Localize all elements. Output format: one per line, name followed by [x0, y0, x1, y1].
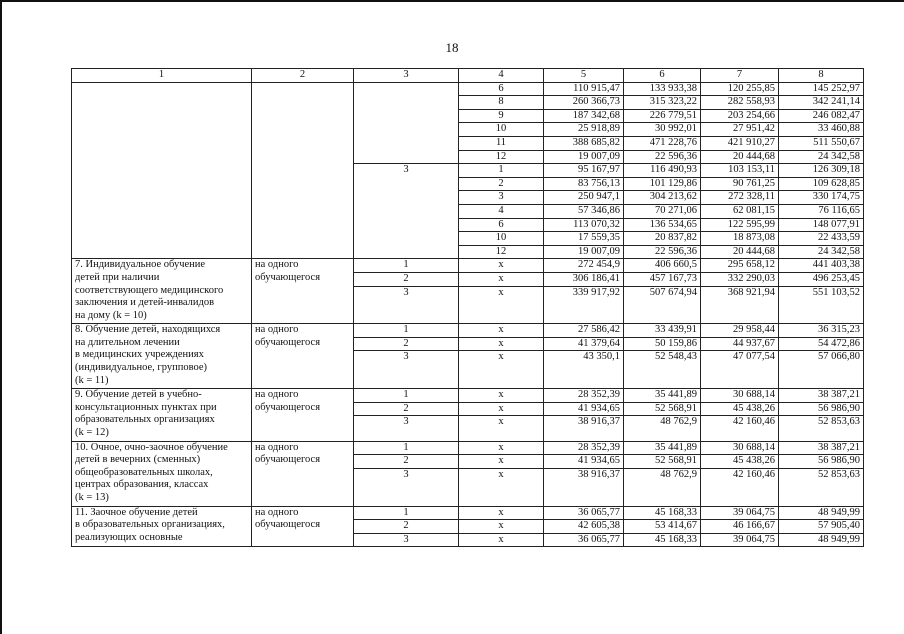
- subgroup-cell: 9: [459, 109, 544, 123]
- value-cell: 33 460,88: [779, 123, 864, 137]
- value-cell: 22 596,36: [624, 245, 701, 259]
- section-name-cell-line: (k = 13): [75, 492, 109, 504]
- subgroup-cell: х: [459, 455, 544, 469]
- table-row: [72, 259, 864, 273]
- header-cell: 7: [701, 69, 779, 83]
- group-cell: 2: [354, 455, 459, 469]
- value-cell: 42 160,46: [701, 416, 779, 441]
- header-cell: 3: [354, 69, 459, 83]
- value-cell: 44 937,67: [701, 337, 779, 351]
- value-cell: 457 167,73: [624, 272, 701, 286]
- value-cell: 145 252,97: [779, 82, 864, 96]
- section-name-cell-line: 9. Обучение детей в учебно-: [75, 389, 202, 401]
- section-name-cell-line: (k = 12): [75, 427, 109, 439]
- value-cell: 52 853,63: [779, 416, 864, 441]
- value-cell: 35 441,89: [624, 389, 701, 403]
- subgroup-cell: х: [459, 272, 544, 286]
- group-cell: 2: [354, 272, 459, 286]
- value-cell: 22 433,59: [779, 232, 864, 246]
- section-name-cell: [72, 441, 252, 506]
- value-cell: 22 596,36: [624, 150, 701, 164]
- value-cell: 29 958,44: [701, 324, 779, 338]
- header-cell: 6: [624, 69, 701, 83]
- value-cell: 471 228,76: [624, 136, 701, 150]
- value-cell: 272 454,9: [544, 259, 624, 273]
- group-cell: 3: [354, 533, 459, 547]
- section-name-cell-line: соответствующего медицинского: [75, 284, 224, 296]
- value-cell: 62 081,15: [701, 204, 779, 218]
- value-cell: 48 762,9: [624, 468, 701, 506]
- group-cell: 3: [354, 351, 459, 389]
- value-cell: 54 472,86: [779, 337, 864, 351]
- unit-cell-line: на одного: [255, 441, 299, 453]
- unit-cell-line: обучающегося: [255, 401, 321, 413]
- unit-cell-line: на одного: [255, 389, 299, 401]
- subgroup-cell: х: [459, 389, 544, 403]
- value-cell: 304 213,62: [624, 191, 701, 205]
- value-cell: 83 756,13: [544, 177, 624, 191]
- value-cell: 20 837,82: [624, 232, 701, 246]
- value-cell: 45 168,33: [624, 506, 701, 520]
- header-cell: 1: [72, 69, 252, 83]
- table-row: [72, 389, 864, 403]
- value-cell: 47 077,54: [701, 351, 779, 389]
- subgroup-cell: х: [459, 506, 544, 520]
- subgroup-cell: х: [459, 259, 544, 273]
- unit-cell: [252, 259, 354, 324]
- value-cell: 36 315,23: [779, 324, 864, 338]
- value-cell: 282 558,93: [701, 96, 779, 110]
- group-cell: 3: [354, 468, 459, 506]
- value-cell: 45 438,26: [701, 455, 779, 469]
- value-cell: 38 916,37: [544, 416, 624, 441]
- blank-unit-cell: [252, 82, 354, 259]
- value-cell: 50 159,86: [624, 337, 701, 351]
- unit-cell-line: на одного: [255, 506, 299, 518]
- unit-cell-line: обучающегося: [255, 454, 321, 466]
- value-cell: 57 346,86: [544, 204, 624, 218]
- section-name-cell-line: центрах образования, классах: [75, 479, 209, 491]
- value-cell: 122 595,99: [701, 218, 779, 232]
- value-cell: 95 167,97: [544, 164, 624, 178]
- section-name-cell-line: общеобразовательных школах,: [75, 466, 213, 478]
- subgroup-cell: х: [459, 533, 544, 547]
- subgroup-cell: х: [459, 286, 544, 324]
- table-row: [72, 324, 864, 338]
- value-cell: 20 444,68: [701, 245, 779, 259]
- value-cell: 421 910,27: [701, 136, 779, 150]
- subgroup-cell: х: [459, 324, 544, 338]
- value-cell: 41 934,65: [544, 402, 624, 416]
- section-name-cell-line: 7. Индивидуальное обучение: [75, 259, 206, 271]
- value-cell: 36 065,77: [544, 533, 624, 547]
- subgroup-cell: х: [459, 520, 544, 534]
- value-cell: 28 352,39: [544, 441, 624, 455]
- section-name-cell-line: образовательных организациях: [75, 414, 215, 426]
- value-cell: 53 414,67: [624, 520, 701, 534]
- value-cell: 148 077,91: [779, 218, 864, 232]
- section-name-cell-line: детей в вечерних (сменных): [75, 454, 201, 466]
- value-cell: 388 685,82: [544, 136, 624, 150]
- section-name-cell-line: 10. Очное, очно-заочное обучение: [75, 441, 228, 453]
- blank-group-cell: [354, 82, 459, 164]
- section-name-cell-line: консультационных пунктах при: [75, 401, 217, 413]
- subgroup-cell: 12: [459, 245, 544, 259]
- value-cell: 56 986,90: [779, 455, 864, 469]
- value-cell: 339 917,92: [544, 286, 624, 324]
- group-cell: 2: [354, 520, 459, 534]
- value-cell: 52 548,43: [624, 351, 701, 389]
- group-cell: 1: [354, 441, 459, 455]
- value-cell: 41 379,64: [544, 337, 624, 351]
- value-cell: 48 762,9: [624, 416, 701, 441]
- value-cell: 332 290,03: [701, 272, 779, 286]
- value-cell: 39 064,75: [701, 533, 779, 547]
- value-cell: 42 160,46: [701, 468, 779, 506]
- value-cell: 295 658,12: [701, 259, 779, 273]
- table-row: [72, 82, 864, 96]
- subgroup-cell: х: [459, 351, 544, 389]
- value-cell: 406 660,5: [624, 259, 701, 273]
- value-cell: 48 949,99: [779, 506, 864, 520]
- section-name-cell-line: на дому (k = 10): [75, 309, 147, 321]
- section-name-cell-line: (k = 11): [75, 374, 109, 386]
- section-name-cell-line: 11. Заочное обучение детей: [75, 506, 198, 518]
- value-cell: 101 129,86: [624, 177, 701, 191]
- value-cell: 43 350,1: [544, 351, 624, 389]
- value-cell: 70 271,06: [624, 204, 701, 218]
- value-cell: 17 559,35: [544, 232, 624, 246]
- subgroup-cell: 12: [459, 150, 544, 164]
- value-cell: 203 254,66: [701, 109, 779, 123]
- subgroup-cell: 1: [459, 164, 544, 178]
- value-cell: 246 082,47: [779, 109, 864, 123]
- unit-cell: [252, 324, 354, 389]
- section-name-cell-line: 8. Обучение детей, находящихся: [75, 324, 221, 336]
- header-cell: 5: [544, 69, 624, 83]
- subgroup-cell: 10: [459, 123, 544, 137]
- group-cell: 1: [354, 259, 459, 273]
- section-name-cell: [72, 389, 252, 441]
- value-cell: 120 255,85: [701, 82, 779, 96]
- value-cell: 272 328,11: [701, 191, 779, 205]
- group-cell: 1: [354, 389, 459, 403]
- subgroup-cell: 10: [459, 232, 544, 246]
- subgroup-cell: 4: [459, 204, 544, 218]
- tariff-table: [71, 68, 864, 547]
- unit-cell-line: на одного: [255, 324, 299, 336]
- section-name-cell: [72, 506, 252, 547]
- unit-cell: [252, 506, 354, 547]
- value-cell: 368 921,94: [701, 286, 779, 324]
- value-cell: 24 342,58: [779, 245, 864, 259]
- subgroup-cell: 6: [459, 218, 544, 232]
- value-cell: 35 441,89: [624, 441, 701, 455]
- group-cell: 1: [354, 324, 459, 338]
- subgroup-cell: 6: [459, 82, 544, 96]
- value-cell: 103 153,11: [701, 164, 779, 178]
- value-cell: 36 065,77: [544, 506, 624, 520]
- page-edge-top: [0, 0, 904, 2]
- header-cell: 8: [779, 69, 864, 83]
- value-cell: 110 915,47: [544, 82, 624, 96]
- subgroup-cell: х: [459, 337, 544, 351]
- value-cell: 39 064,75: [701, 506, 779, 520]
- value-cell: 126 309,18: [779, 164, 864, 178]
- section-name-cell-line: в медицинских учреждениях: [75, 349, 204, 361]
- value-cell: 30 688,14: [701, 441, 779, 455]
- value-cell: 507 674,94: [624, 286, 701, 324]
- group-cell: 3: [354, 416, 459, 441]
- value-cell: 260 366,73: [544, 96, 624, 110]
- value-cell: 511 550,67: [779, 136, 864, 150]
- value-cell: 57 066,80: [779, 351, 864, 389]
- subgroup-cell: 2: [459, 177, 544, 191]
- value-cell: 52 853,63: [779, 468, 864, 506]
- value-cell: 56 986,90: [779, 402, 864, 416]
- unit-cell-line: обучающегося: [255, 336, 321, 348]
- value-cell: 30 992,01: [624, 123, 701, 137]
- value-cell: 38 387,21: [779, 389, 864, 403]
- value-cell: 38 916,37: [544, 468, 624, 506]
- value-cell: 133 933,38: [624, 82, 701, 96]
- value-cell: 315 323,22: [624, 96, 701, 110]
- value-cell: 19 007,09: [544, 245, 624, 259]
- unit-cell-line: на одного: [255, 259, 299, 271]
- value-cell: 52 568,91: [624, 402, 701, 416]
- table-row: [72, 441, 864, 455]
- value-cell: 19 007,09: [544, 150, 624, 164]
- value-cell: 90 761,25: [701, 177, 779, 191]
- group-cell: 1: [354, 506, 459, 520]
- value-cell: 330 174,75: [779, 191, 864, 205]
- unit-cell: [252, 389, 354, 441]
- value-cell: 76 116,65: [779, 204, 864, 218]
- value-cell: 24 342,58: [779, 150, 864, 164]
- value-cell: 28 352,39: [544, 389, 624, 403]
- subgroup-cell: х: [459, 416, 544, 441]
- blank-name-cell: [72, 82, 252, 259]
- value-cell: 30 688,14: [701, 389, 779, 403]
- page-number: 18: [445, 40, 459, 55]
- subgroup-cell: х: [459, 402, 544, 416]
- value-cell: 306 186,41: [544, 272, 624, 286]
- section-name-cell-line: (индивидуальное, групповое): [75, 362, 207, 374]
- group-cell: 2: [354, 337, 459, 351]
- header-row: [72, 69, 864, 83]
- value-cell: 116 490,93: [624, 164, 701, 178]
- header-cell: 4: [459, 69, 544, 83]
- value-cell: 45 438,26: [701, 402, 779, 416]
- section-name-cell-line: реализующих основные: [75, 531, 183, 543]
- group-cell: 2: [354, 402, 459, 416]
- value-cell: 441 403,38: [779, 259, 864, 273]
- section-name-cell-line: на длительном лечении: [75, 336, 180, 348]
- header-cell: 2: [252, 69, 354, 83]
- page-edge-left: [0, 0, 2, 634]
- unit-cell-line: обучающегося: [255, 271, 321, 283]
- value-cell: 57 905,40: [779, 520, 864, 534]
- value-cell: 113 070,32: [544, 218, 624, 232]
- value-cell: 18 873,08: [701, 232, 779, 246]
- value-cell: 41 934,65: [544, 455, 624, 469]
- unit-cell: [252, 441, 354, 506]
- value-cell: 342 241,14: [779, 96, 864, 110]
- value-cell: 46 166,67: [701, 520, 779, 534]
- section-name-cell: [72, 259, 252, 324]
- value-cell: 45 168,33: [624, 533, 701, 547]
- value-cell: 20 444,68: [701, 150, 779, 164]
- value-cell: 42 605,38: [544, 520, 624, 534]
- subgroup-cell: 11: [459, 136, 544, 150]
- group-cell: 3: [354, 286, 459, 324]
- value-cell: 27 951,42: [701, 123, 779, 137]
- value-cell: 250 947,1: [544, 191, 624, 205]
- subgroup-cell: х: [459, 468, 544, 506]
- unit-cell-line: обучающегося: [255, 519, 321, 531]
- value-cell: 27 586,42: [544, 324, 624, 338]
- table-row: [72, 506, 864, 520]
- value-cell: 33 439,91: [624, 324, 701, 338]
- value-cell: 187 342,68: [544, 109, 624, 123]
- subgroup-cell: х: [459, 441, 544, 455]
- value-cell: 109 628,85: [779, 177, 864, 191]
- group-cell: 3: [354, 164, 459, 259]
- subgroup-cell: 8: [459, 96, 544, 110]
- value-cell: 52 568,91: [624, 455, 701, 469]
- section-name-cell-line: заключения и детей-инвалидов: [75, 297, 215, 309]
- value-cell: 136 534,65: [624, 218, 701, 232]
- value-cell: 551 103,52: [779, 286, 864, 324]
- value-cell: 48 949,99: [779, 533, 864, 547]
- section-name-cell-line: детей при наличии: [75, 271, 160, 283]
- value-cell: 25 918,89: [544, 123, 624, 137]
- value-cell: 226 779,51: [624, 109, 701, 123]
- section-name-cell-line: в образовательных организациях,: [75, 519, 225, 531]
- value-cell: 496 253,45: [779, 272, 864, 286]
- section-name-cell: [72, 324, 252, 389]
- value-cell: 38 387,21: [779, 441, 864, 455]
- subgroup-cell: 3: [459, 191, 544, 205]
